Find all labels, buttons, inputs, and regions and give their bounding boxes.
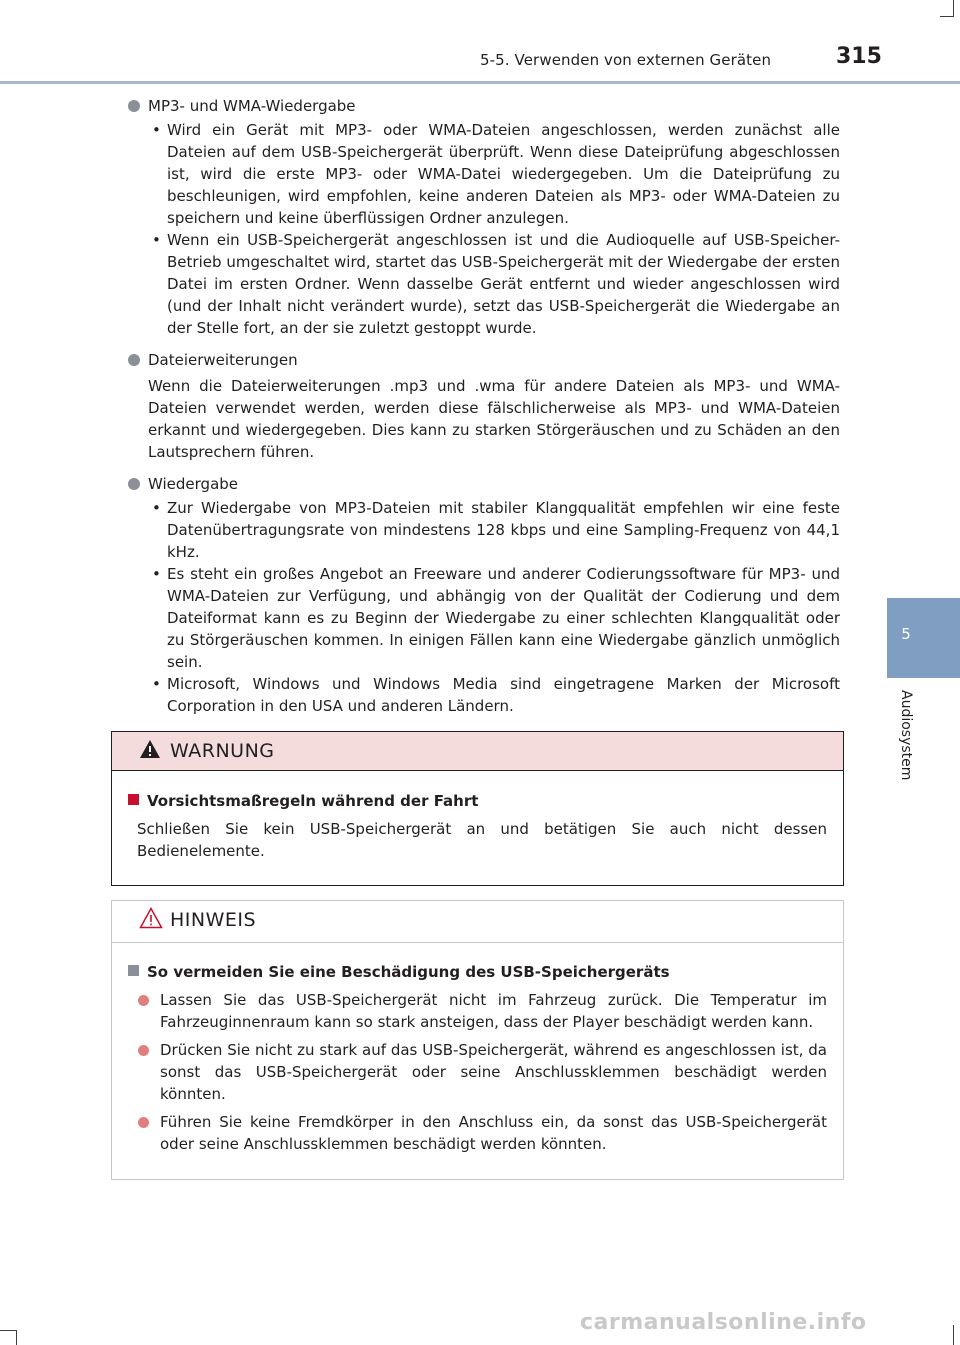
notice-header bbox=[112, 901, 843, 943]
bullet-dot-icon bbox=[128, 100, 140, 112]
crop-mark bbox=[0, 1330, 16, 1331]
warning-box bbox=[111, 731, 844, 886]
section-heading: Dateierweiterungen bbox=[128, 349, 840, 371]
warning-triangle-icon bbox=[139, 739, 161, 759]
square-bullet-icon bbox=[128, 965, 139, 976]
warning-text: Schließen Sie kein USB-Speichergerät an und betätigen Sie auch nicht dessen Bedienelemente. bbox=[137, 820, 827, 860]
bullet-dot-icon bbox=[138, 995, 149, 1006]
notice-body bbox=[112, 961, 827, 1155]
page-number: 315 bbox=[836, 44, 882, 69]
list-item: • Es steht ein großes Angebot an Freeware und anderer Codierungssoftware für MP3- und WMA-Dateien zur Verfügung, und abhängig von der Qualität der Codierung und dem Dateiformat kann es zu Beginn der Wiedergabe zu einer schlechten Klangqualität oder zu Störgeräuschen kommen. In einigen Fällen kann eine Wiedergabe gänzlich unmöglich sein. bbox=[152, 565, 840, 671]
paragraph: Wenn die Dateierweiterungen .mp3 und .wma für andere Dateien als MP3- und WMA-Dateien verwendet werden, werden diese fälschlicherweise als MP3- und WMA-Dateien erkannt und wiedergegeben. Dies kann zu starken Störgeräuschen und zu Schäden an den Lautsprechern führen. bbox=[148, 377, 840, 461]
bullet-dot-icon bbox=[128, 478, 140, 490]
notice-box bbox=[111, 900, 844, 1180]
chapter-number: 5 bbox=[901, 625, 911, 643]
list-item: Drücken Sie nicht zu stark auf das USB-Speichergerät, während es angeschlossen ist, da sonst das USB-Speichergerät oder seine Anschlussklemmen beschädigt werden könnten. bbox=[138, 1039, 827, 1105]
bullet-list bbox=[128, 497, 840, 717]
bullet-dot-icon bbox=[138, 1045, 149, 1056]
section-heading: MP3- und WMA-Wiedergabe bbox=[128, 95, 840, 117]
list-item: • Zur Wiedergabe von MP3-Dateien mit stabiler Klangqualität empfehlen wir eine feste Datenübertragungsrate von mindestens 128 kbps und eine Sampling-Frequenz von 44,1 kHz. bbox=[152, 499, 840, 561]
bullet-list bbox=[128, 119, 840, 339]
section-file-extensions bbox=[128, 349, 840, 463]
notice-subheading: So vermeiden Sie eine Beschädigung des USB-Speichergeräts bbox=[128, 961, 827, 983]
main-content bbox=[128, 95, 840, 727]
square-bullet-icon bbox=[128, 794, 139, 805]
section-heading: Wiedergabe bbox=[128, 473, 840, 495]
caution-triangle-icon bbox=[139, 907, 163, 929]
watermark-text: carmanualsonline.info bbox=[580, 1310, 867, 1335]
warning-subheading: Vorsichtsmaßregeln während der Fahrt bbox=[128, 790, 827, 812]
chapter-label: Audiosystem bbox=[898, 690, 914, 781]
section-mp3-wma bbox=[128, 95, 840, 339]
list-item: Lassen Sie das USB-Speichergerät nicht im Fahrzeug zurück. Die Temperatur im Fahrzeuginnenraum kann so stark ansteigen, dass der Player beschädigt werden kann. bbox=[138, 989, 827, 1033]
running-header: 5-5. Verwenden von externen Geräten bbox=[480, 51, 772, 69]
list-item: • Wird ein Gerät mit MP3- oder WMA-Dateien angeschlossen, werden zunächst alle Dateien auf dem USB-Speichergerät überprüft. Wenn diese Dateiprüfung abgeschlossen ist, wird die erste MP3- oder WMA-Datei wiedergegeben. Um die Dateiprüfung zu beschleunigen, wird empfohlen, keine anderen Dateien als MP3- oder WMA-Dateien zu speichern und keine überflüssigen Ordner anzulegen. bbox=[152, 121, 840, 227]
crop-mark bbox=[940, 16, 954, 17]
list-item: • Microsoft, Windows und Windows Media sind eingetragene Marken der Microsoft Corporation in den USA und anderen Ländern. bbox=[152, 675, 840, 715]
list-item: • Wenn ein USB-Speichergerät angeschlossen ist und die Audioquelle auf USB-Speicher-Betrieb umgeschaltet wird, startet das USB-Speichergerät mit der Wiedergabe der ersten Datei im ersten Ordner. Wenn dasselbe Gerät entfernt und wieder angeschlossen wird (und der Inhalt nicht verändert wurde), setzt das USB-Speichergerät die Wiedergabe an der Stelle fort, an der sie zuletzt gestoppt wurde. bbox=[152, 231, 840, 337]
warning-body bbox=[128, 790, 827, 862]
list-item: Führen Sie keine Fremdkörper in den Anschluss ein, da sonst das USB-Speichergerät oder seine Anschlussklemmen beschädigt werden könnten. bbox=[138, 1111, 827, 1155]
bullet-dot-icon bbox=[128, 354, 140, 366]
bullet-dot-icon bbox=[138, 1117, 149, 1128]
crop-mark bbox=[953, 0, 954, 16]
crop-mark bbox=[16, 1330, 17, 1345]
crop-mark bbox=[953, 1325, 954, 1345]
section-playback bbox=[128, 473, 840, 717]
warning-title: WARNUNG bbox=[170, 740, 275, 762]
header-rule bbox=[0, 81, 960, 84]
notice-title: HINWEIS bbox=[170, 909, 257, 931]
warning-header bbox=[112, 732, 843, 771]
